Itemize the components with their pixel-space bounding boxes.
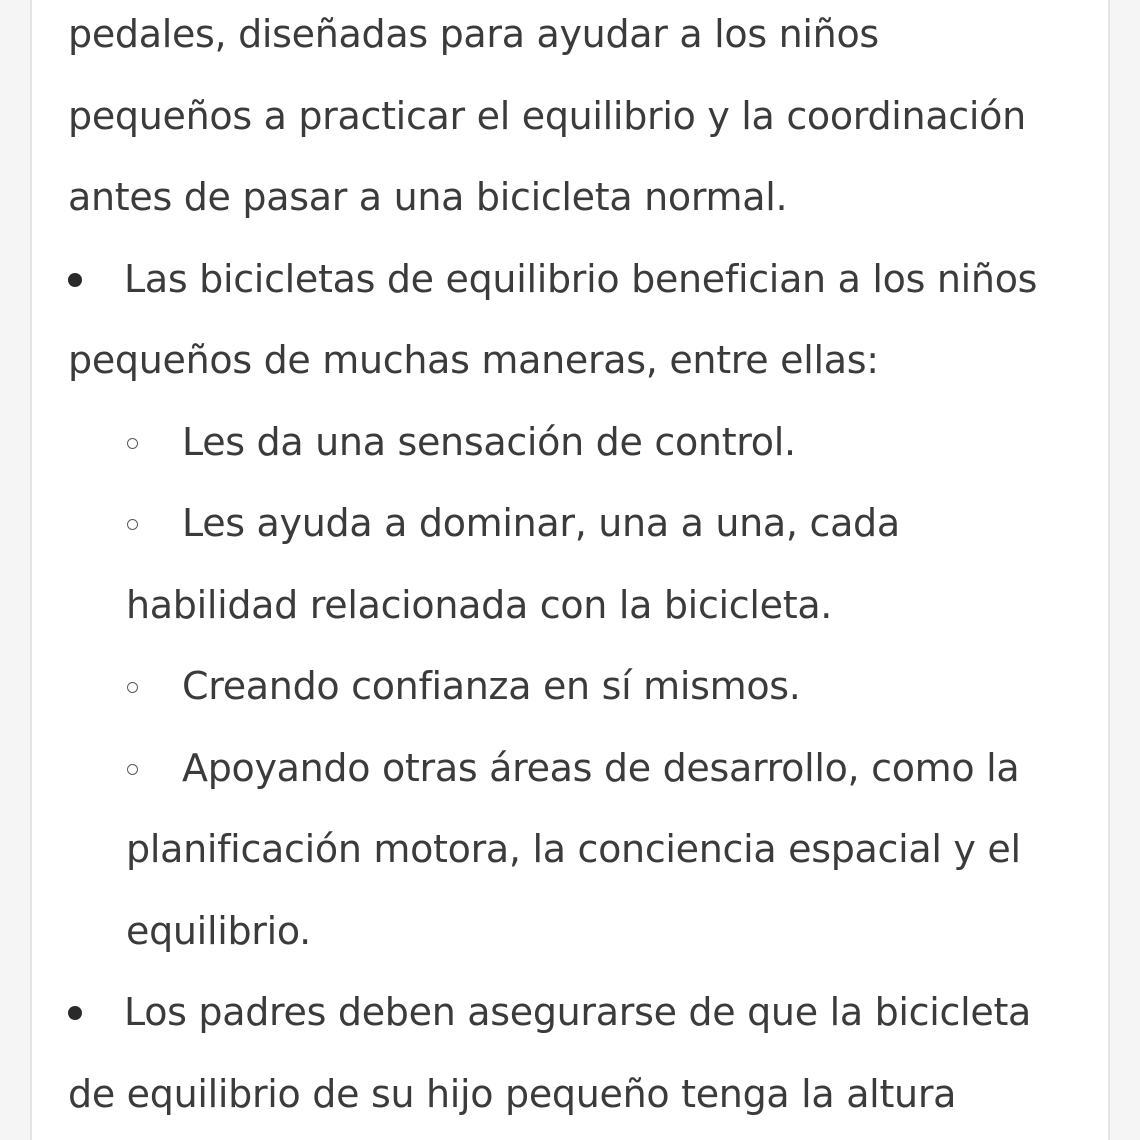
sub-list-item-text: equilibrio. <box>126 908 311 953</box>
bullet-disc-icon <box>68 1006 82 1020</box>
bullet-circle-icon <box>127 764 138 775</box>
list-item-text: de equilibrio de su hijo pequeño tenga la altura <box>68 1071 957 1116</box>
sub-list-item-text: Les ayuda a dominar, una a una, cada <box>182 501 900 545</box>
sub-list-item <box>68 483 1098 565</box>
sub-list-item <box>68 728 1098 810</box>
paragraph-line: pequeños a practicar el equilibrio y la coordinación <box>68 93 1026 138</box>
sub-list-item <box>68 646 1098 728</box>
sub-list-item-text: Creando confianza en sí mismos. <box>182 664 801 708</box>
bullet-disc-icon <box>68 273 82 287</box>
list-item-text: pequeños de muchas maneras, entre ellas: <box>68 338 879 382</box>
list-item-text: Las bicicletas de equilibrio benefician a los niños <box>124 256 1038 301</box>
bullet-circle-icon <box>127 438 138 449</box>
sub-list-item-text: Apoyando otras áreas de desarrollo, como la <box>182 745 1020 790</box>
sub-list-item-text: Les da una sensación de control. <box>182 419 796 464</box>
article-page <box>30 0 1110 1140</box>
list-item <box>68 972 1098 1054</box>
list-item <box>68 239 1098 321</box>
list-item-text: Los padres deben asegurarse de que la bicicleta <box>124 990 1032 1034</box>
bullet-circle-icon <box>127 519 138 530</box>
paragraph-line: pedales, diseñadas para ayudar a los niños <box>68 12 879 56</box>
article-body <box>68 0 1098 1135</box>
sub-list-item-text: habilidad relacionada con la bicicleta. <box>126 582 833 627</box>
sub-list-item-text: planificación motora, la conciencia espacial y el <box>126 827 1021 871</box>
sub-list-item <box>68 402 1098 484</box>
bullet-circle-icon <box>127 682 138 693</box>
paragraph-line: antes de pasar a una bicicleta normal. <box>68 175 788 219</box>
